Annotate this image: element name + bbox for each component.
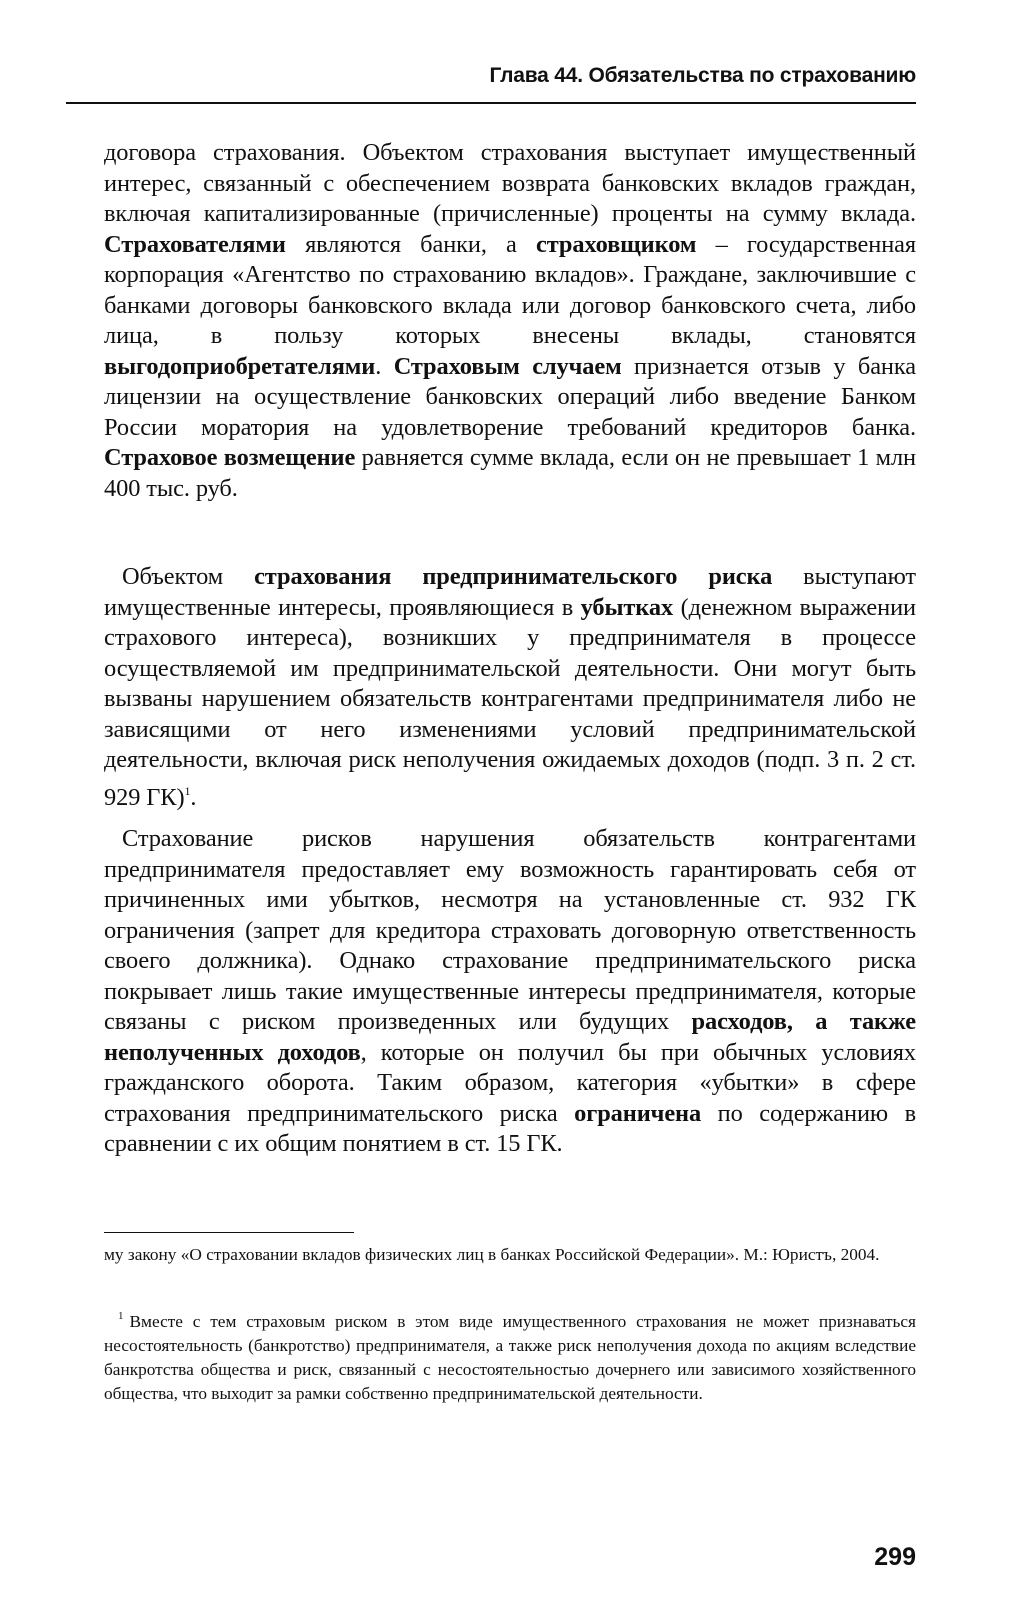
text: по содержанию в сравнении с их общим понятием в ст. 15 ГК.	[104, 1099, 917, 1157]
footnote-rule	[104, 1232, 354, 1233]
term-business-risk-insurance: страхования предпринимательского риска	[254, 563, 773, 590]
text: , которые он получил бы при обычных условиях гражданского оборота. Таким образом, категория «убытки» в сфере страхования предпринимательского риска	[104, 1038, 916, 1127]
text: .	[375, 352, 394, 380]
text: – государственная корпорация «Агентство по страхованию вкладов». Граждане, заключившие с банками договоры банковского вклада или договор банковского счета, либо лица, в пользу которых внесены вклады, становятся	[104, 230, 916, 349]
term-insured-event: Страховым случаем	[393, 352, 622, 380]
text: договора страхования. Объектом страхования выступает имущественный интерес, связанный с обеспечением возврата банковских вкладов граждан, включая капитализированные (причисленные) проценты на сумму вклада.	[104, 139, 916, 227]
text: Страхование рисков нарушения обязательств контрагентами предпринимателя предоставляет ему возможность гарантировать себя от причиненных ими убытков, несмотря на установленные ст. 932 ГК ограничения (запрет для кредитора страховать договорную ответственность своего должника). Однако страхование предпринимательского риска покрывает лишь такие имущественные интересы предпринимателя, которые связаны с риском произведенных или будущих	[104, 825, 916, 1035]
paragraph-contractor-risks	[104, 824, 916, 1160]
footnote-marker: 1	[118, 1310, 124, 1322]
footnote-continuation: му закону «О страховании вкладов физических лиц в банках Российской Федерации». М.: Юристъ, 2004.	[104, 1245, 880, 1264]
text: являются банки, а	[285, 230, 536, 258]
text: Объектом	[122, 563, 255, 590]
header-rule	[66, 102, 916, 104]
footnote-1	[104, 1304, 916, 1406]
text: выступают имущественные интересы, проявляющиеся в	[104, 563, 916, 621]
footnote-text: Вместе с тем страховым риском в этом виде имущественного страхования не может признаваться несостоятельность (банкротство) предпринимателя, а также риск неполучения дохода по акциям вследствие банкротства общества и риск, связанный с несостоятельностью дочернего или зависимого хозяйственного общества, что выходит за рамки собственно предпринимательской деятельности.	[104, 1312, 916, 1403]
text: признается отзыв у банка лицензии на осуществление банковских операций либо введение Банком России моратория на удовлетворение требований кредиторов банка.	[104, 352, 916, 441]
term-insurer: страховщиком	[535, 230, 697, 258]
term-beneficiaries: выгодоприобретателями	[104, 352, 376, 380]
term-expenses-lost-income: расходов, а также неполученных доходов	[104, 1008, 916, 1066]
paragraph-deposit-insurance	[104, 138, 916, 504]
footnote-reference[interactable]: 1	[184, 783, 191, 798]
term-limited: ограничена	[574, 1099, 702, 1127]
term-insurers-policyholders: Страхователями	[104, 230, 286, 258]
term-insurance-compensation: Страховое возмещение	[104, 444, 356, 471]
running-title: Глава 44. Обязательства по страхованию	[489, 64, 916, 87]
page-number: 299	[874, 1543, 916, 1571]
term-losses: убытках	[580, 593, 674, 621]
paragraph-business-risk	[104, 562, 916, 813]
text: .	[190, 783, 197, 811]
text: равняется сумме вклада, если он не превышает 1 млн 400 тыс. руб.	[104, 444, 917, 502]
text: (денежном выражении страхового интереса), возникших у предпринимателя в процессе осуществляемой им предпринимательской деятельности. Они могут быть вызваны нарушением обязательств контрагентами предпринимателя либо не зависящими от него изменениями условий предпринимательской деятельности, включая риск неполучения ожидаемых доходов (подп. 3 п. 2 ст. 929 ГК)	[104, 593, 916, 811]
